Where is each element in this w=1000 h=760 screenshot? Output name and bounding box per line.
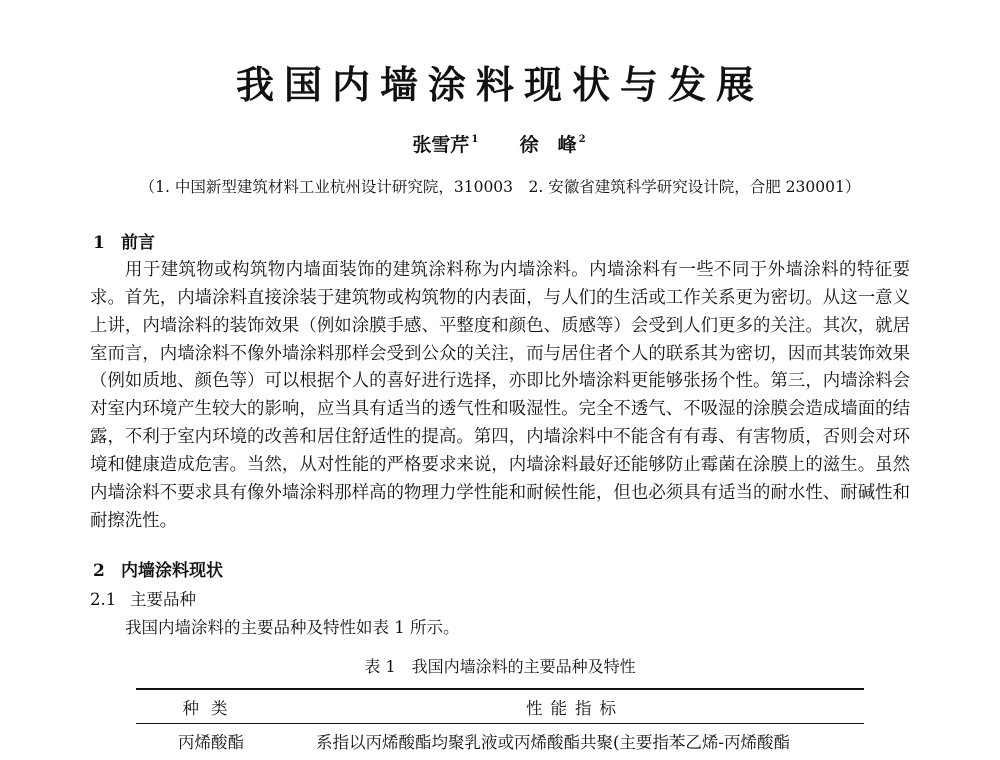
body-paragraph-intro: 用于建筑物或构筑物内墙面装饰的建筑涂料称为内墙涂料。内墙涂料有一些不同于外墙涂料的特征要求。首先，内墙涂料直接涂装于建筑物或构筑物的内表面，与人们的生活或工作关系更为密切。从这一意义上讲，内墙涂料的装饰效果（例如涂膜手感、平整度和颜色、质感等）会受到人们更多的关注。其次，就居室而言，内墙涂料不像外墙涂料那样会受到公众的关注，而与居住者个人的联系其为密切，因而其装饰效果（例如质地、颜色等）可以根据个人的喜好进行选择，亦即比外墙涂料更能够张扬个性。第三，内墙涂料会对室内环境产生较大的影响，应当具有适当的透气性和吸湿性。完全不透气、不吸湿的涂膜会造成墙面的结露，不利于室内环境的改善和居住舒适性的提高。第四，内墙涂料中不能含有有毒、有害物质，否则会对环境和健康造成危害。当然，从对性能的严格要求来说，内墙涂料最好还能够防止霉菌在涂膜上的滋生。虽然内墙涂料不要求具有像外墙涂料那样高的物理力学性能和耐候性能，但也必须具有适当的耐水性、耐碱性和耐擦洗性。 xyxy=(90,260,910,531)
author-affiliation-mark: 2 xyxy=(578,134,586,145)
author-name: 徐 峰 xyxy=(519,134,577,156)
author-affiliation-mark: 1 xyxy=(471,134,479,145)
subsection-heading-2-1 xyxy=(90,592,196,609)
table-cell-description: 系指以丙烯酸酯均聚乳液或丙烯酸酯共聚(主要指苯乙烯-丙烯酸酯 xyxy=(316,732,791,752)
section-title: 内墙涂料现状 xyxy=(121,561,223,581)
section-number: 1 xyxy=(93,233,105,253)
table-cell-type: 丙烯酸酯 xyxy=(178,732,244,752)
body-paragraph-table-ref: 我国内墙涂料的主要品种及特性如表 1 所示。 xyxy=(125,618,460,637)
table-caption: 表 1 我国内墙涂料的主要品种及特性 xyxy=(364,657,636,676)
varieties-table xyxy=(136,688,864,757)
section-heading-2 xyxy=(93,563,223,580)
table-header-cell: 种类 xyxy=(182,698,240,718)
author-line xyxy=(0,135,1000,155)
subsection-number: 2.1 xyxy=(90,590,117,609)
section-title: 前言 xyxy=(121,233,155,253)
author-name: 张雪芹 xyxy=(412,134,470,156)
table-header-row xyxy=(136,690,864,724)
article-title: 我国内墙涂料现状与发展 xyxy=(235,62,764,107)
subsection-title: 主要品种 xyxy=(130,590,196,609)
table-row xyxy=(136,724,864,757)
table-header-cell: 性能指标 xyxy=(526,698,624,718)
affiliations: （1. 中国新型建筑材料工业杭州设计研究院，310003 2. 安徽省建筑科学研究设计院，合肥 230001） xyxy=(139,178,861,196)
section-number: 2 xyxy=(93,561,105,581)
section-heading-1 xyxy=(93,235,155,252)
